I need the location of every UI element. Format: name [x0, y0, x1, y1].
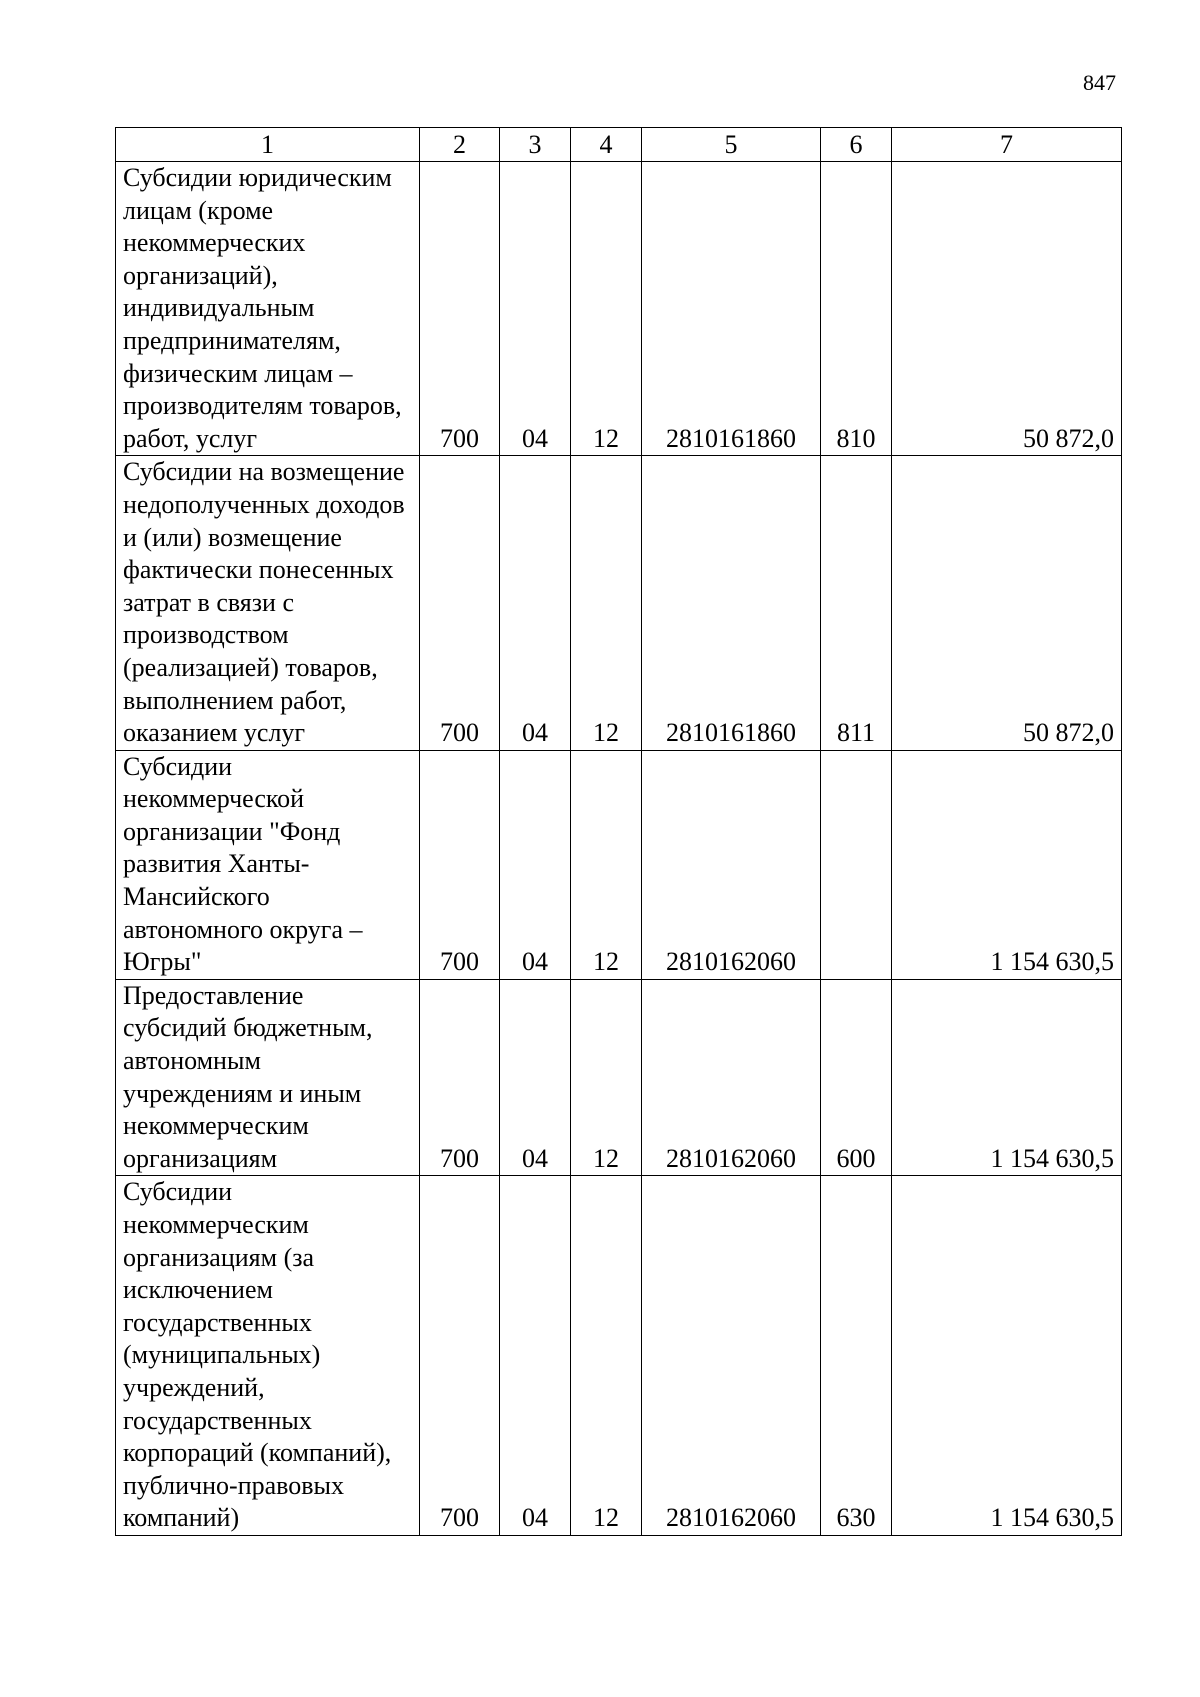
cell-subsection-code: 12 — [571, 456, 642, 750]
cell-subsection-code: 12 — [571, 1176, 642, 1536]
cell-expense-type: 600 — [821, 979, 892, 1176]
column-header-1: 1 — [116, 128, 420, 162]
table-row — [116, 1176, 1122, 1536]
cell-amount: 1 154 630,5 — [892, 1176, 1122, 1536]
cell-subsection: 04 — [500, 162, 571, 456]
table-row — [116, 750, 1122, 979]
row-name: Субсидии на возмещение недополученных доходов и (или) возмещение фактически понесенных затрат в связи с производством (реализацией) товаров, выполнением работ, оказанием услуг — [116, 456, 420, 750]
column-header-5: 5 — [642, 128, 821, 162]
column-header-2: 2 — [420, 128, 500, 162]
cell-amount: 50 872,0 — [892, 162, 1122, 456]
cell-expense-type: 630 — [821, 1176, 892, 1536]
cell-section: 700 — [420, 1176, 500, 1536]
cell-target-article: 2810162060 — [642, 1176, 821, 1536]
cell-subsection: 04 — [500, 979, 571, 1176]
cell-target-article: 2810162060 — [642, 750, 821, 979]
cell-target-article: 2810162060 — [642, 979, 821, 1176]
row-name: Субсидии некоммерческим организациям (за исключением государственных (муниципальных) учреждений, государственных корпораций (компаний), публично-правовых компаний) — [116, 1176, 420, 1536]
cell-section: 700 — [420, 979, 500, 1176]
cell-subsection-code: 12 — [571, 979, 642, 1176]
cell-expense-type: 811 — [821, 456, 892, 750]
cell-subsection-code: 12 — [571, 750, 642, 979]
cell-expense-type: 810 — [821, 162, 892, 456]
table-row — [116, 979, 1122, 1176]
cell-target-article: 2810161860 — [642, 162, 821, 456]
page-number: 847 — [1083, 70, 1116, 95]
cell-subsection: 04 — [500, 1176, 571, 1536]
cell-section: 700 — [420, 162, 500, 456]
column-header-3: 3 — [500, 128, 571, 162]
cell-target-article: 2810161860 — [642, 456, 821, 750]
column-header-4: 4 — [571, 128, 642, 162]
cell-section: 700 — [420, 456, 500, 750]
row-name: Субсидии некоммерческой организации "Фонд развития Ханты-Мансийского автономного округа – Югры" — [116, 750, 420, 979]
cell-subsection: 04 — [500, 456, 571, 750]
cell-subsection: 04 — [500, 750, 571, 979]
row-name: Предоставление субсидий бюджетным, автономным учреждениям и иным некоммерческим организациям — [116, 979, 420, 1176]
table-row — [116, 162, 1122, 456]
column-header-7: 7 — [892, 128, 1122, 162]
header-row — [116, 128, 1122, 162]
cell-amount: 1 154 630,5 — [892, 750, 1122, 979]
table-row — [116, 456, 1122, 750]
row-name: Субсидии юридическим лицам (кроме некоммерческих организаций), индивидуальным предпринимателям, физическим лицам – производителям товаров, работ, услуг — [116, 162, 420, 456]
cell-subsection-code: 12 — [571, 162, 642, 456]
cell-section: 700 — [420, 750, 500, 979]
cell-amount: 1 154 630,5 — [892, 979, 1122, 1176]
column-header-6: 6 — [821, 128, 892, 162]
budget-table — [115, 127, 1122, 1536]
cell-expense-type — [821, 750, 892, 979]
cell-amount: 50 872,0 — [892, 456, 1122, 750]
